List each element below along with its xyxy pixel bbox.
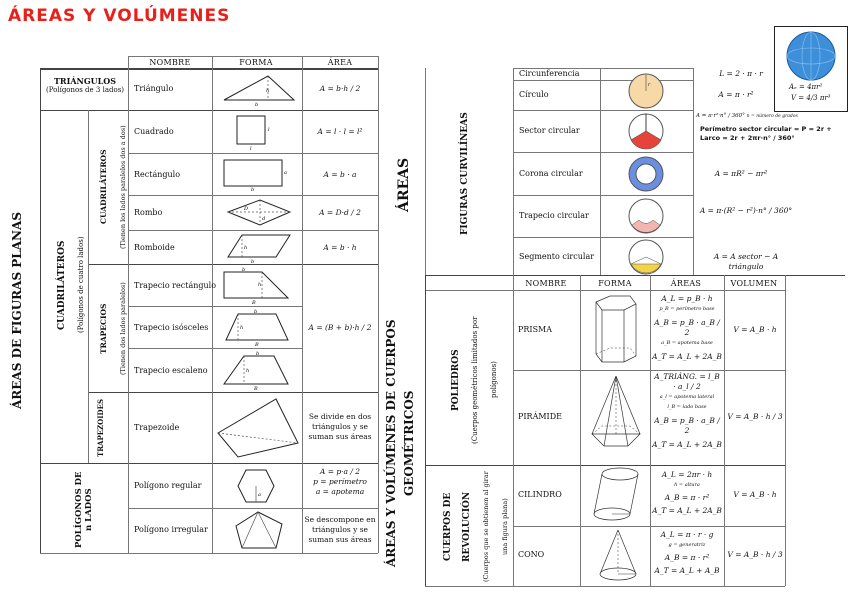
cuadrado-formula: A = l · l = l²: [317, 127, 363, 136]
hexagon-shape: [236, 468, 276, 504]
romboide-name: Romboide: [134, 243, 175, 252]
trapecio-circ-formula: A = π·(R² − r²)·n° / 360°: [699, 206, 793, 215]
svg-text:B: B: [252, 300, 256, 306]
rectangulo-formula: A = b · a: [323, 170, 357, 179]
triangulo-name: Triángulo: [134, 84, 174, 93]
irregular-polygon-shape: [232, 510, 288, 552]
sphere-area: Aₑ = 4πr²: [789, 83, 823, 91]
segmento-name: Segmento circular: [519, 252, 595, 261]
svg-text:l: l: [268, 127, 270, 133]
piramide-volume: V = A_B · h / 3: [727, 412, 783, 421]
svg-text:h: h: [246, 368, 250, 374]
annulus-shape: [627, 155, 667, 195]
sphere-icon: [785, 30, 837, 82]
sphere-volume: V = 4/3 πr³: [791, 94, 831, 102]
isosceles-trapezoid-shape: [222, 310, 294, 346]
left-header-shape: FORMA: [239, 58, 273, 67]
svg-text:l: l: [250, 146, 252, 152]
trap-rect-name: Trapecio rectángulo: [134, 281, 217, 290]
rombo-formula: A = D·d / 2: [319, 208, 361, 217]
circulo-formula: A = π · r²: [718, 90, 754, 99]
segmento-formula: A = A sector − A triángulo: [713, 252, 779, 271]
cono-areas: A_L = π · r · g g = generatriz A_B = π · r² A_T = A_L + A_B: [654, 530, 720, 575]
romboide-formula: A = b · h: [323, 243, 357, 252]
cuadrado-name: Cuadrado: [134, 127, 174, 136]
vol-header-areas: ÁREAS: [670, 279, 702, 288]
sphere-box: [774, 26, 848, 112]
vol-header-name: NOMBRE: [525, 279, 567, 288]
svg-text:h: h: [244, 245, 248, 251]
cylinder-shape: [594, 466, 644, 524]
triangle-shape: [222, 74, 296, 106]
prisma-areas: A_L = p_B · h p_B = perímetro base A_B = p_B · a_B / 2 a_B = apotema base A_T = A_L + 2A_B: [652, 294, 722, 361]
pol-irregular-formula: Se descompone en triángulos y se suman sus áreas: [304, 515, 376, 544]
areas-title: ÁREAS: [396, 157, 412, 213]
circunferencia-name: Circunferencia: [519, 69, 580, 78]
svg-text:h: h: [240, 325, 244, 331]
revolucion-label: CUERPOS DE REVOLUCIÓN (Cuerpos que se obtienen al girar una figura plana): [443, 471, 509, 583]
square-shape: [235, 115, 275, 151]
trapezoide-formula: Se divide en dos triángulos y se suman sus áreas: [308, 412, 372, 441]
cilindro-name: CILINDRO: [518, 490, 562, 499]
left-main-title: ÁREAS DE FIGURAS PLANAS: [10, 211, 24, 409]
circle-shape: [627, 72, 667, 110]
circulo-name: Círculo: [519, 90, 549, 99]
sector-formula: A = π·r²·n° / 360° n = número de grados: [696, 113, 798, 119]
rectangulo-name: Rectángulo: [134, 170, 181, 179]
svg-text:d: d: [262, 216, 266, 222]
scalene-trapezoid-shape: [222, 351, 294, 392]
triangulo-formula: A = b·h / 2: [319, 84, 361, 93]
prisma-name: PRISMA: [518, 325, 553, 334]
prisma-volume: V = A_B · h: [733, 325, 777, 334]
svg-text:b: b: [254, 309, 258, 315]
trap-iso-name: Trapecio isósceles: [134, 323, 209, 332]
trapecios-formula: A = (B + b)·h / 2: [308, 323, 372, 332]
cono-name: CONO: [518, 550, 545, 559]
circunferencia-formula: L = 2 · π · r: [719, 69, 763, 78]
page-title: ÁREAS Y VOLÚMENES: [8, 6, 231, 26]
cuadrilateros-group-label: CUADRILÁTEROS (Tienen los lados paralelos dos a dos): [99, 125, 127, 249]
parallelogram-shape: [226, 233, 292, 263]
triangulos-label: TRIÁNGULOS (Polígonos de 3 lados): [45, 76, 125, 94]
svg-text:a: a: [258, 492, 261, 498]
trap-esc-name: Trapecio escaleno: [134, 366, 208, 375]
svg-text:D: D: [244, 206, 249, 212]
rhombus-shape: [226, 198, 292, 228]
cone-shape: [596, 528, 640, 584]
trapezoide-name: Trapezoide: [134, 423, 180, 432]
sector-handwritten-note: Perímetro sector circular = P = 2r + Larco = 2r + 2πr·n° / 360°: [700, 125, 832, 142]
vol-header-volume: VOLUMEN: [730, 279, 778, 288]
poligonos-label: POLÍGONOS DE n LADOS: [74, 471, 94, 549]
rombo-name: Rombo: [134, 208, 163, 217]
left-header-name: NOMBRE: [149, 58, 191, 67]
pol-irregular-name: Polígono irregular: [134, 525, 208, 534]
sector-name: Sector circular: [519, 126, 580, 135]
right-trapezoid-shape: [222, 268, 294, 304]
left-header-area: ÁREA: [327, 58, 353, 67]
svg-text:h: h: [258, 282, 262, 288]
trapezoid-shape: [214, 395, 300, 461]
svg-text:b: b: [242, 267, 246, 273]
cuadrilateros-label: CUADRILÁTEROS (Polígonos de cuatro lados): [57, 236, 85, 334]
vol-header-shape: FORMA: [598, 279, 632, 288]
cilindro-areas: A_L = 2πr · h h = altura A_B = π · r² A_T = A_L + 2A_B: [652, 470, 722, 515]
trapecios-label: TRAPECIOS (Tienen dos lados paralelos): [99, 282, 127, 376]
pyramid-shape: [588, 374, 644, 462]
svg-text:b: b: [251, 187, 255, 193]
svg-text:B: B: [254, 386, 258, 392]
curvilineas-title: FIGURAS CURVILÍNEAS: [460, 112, 470, 236]
trapecio-circ-name: Trapecio circular: [519, 211, 589, 220]
svg-text:h: h: [266, 88, 270, 94]
prism-shape: [590, 294, 640, 366]
circular-trapezoid-shape: [627, 197, 667, 237]
pol-regular-formula: A = p·a / 2 p = perímetro a = apotema: [313, 467, 367, 496]
corona-formula: A = πR² − πr²: [714, 169, 768, 178]
circular-segment-shape: [627, 238, 667, 276]
svg-text:r: r: [648, 83, 651, 88]
sector-shape: [627, 112, 667, 152]
piramide-name: PIRÁMIDE: [518, 412, 562, 421]
cilindro-volume: V = A_B · h: [733, 490, 777, 499]
piramide-areas: A_TRIÁNG. = l_B · a_l / 2 a_l = apotema lateral l_B = lado base A_B = p_B · a_B / 2 A_T = A_L + 2A_B: [652, 372, 722, 449]
cono-volume: V = A_B · h / 3: [727, 550, 783, 559]
trapezoides-label: TRAPEZOIDES: [96, 399, 105, 457]
poliedros-label: POLIEDROS (Cuerpos geométricos limitados por polígonos): [451, 316, 498, 444]
volumes-title: ÁREAS Y VOLÚMENES DE CUERPOS GEOMÉTRICOS: [384, 319, 416, 567]
pol-regular-name: Polígono regular: [134, 481, 202, 490]
svg-text:b: b: [255, 102, 259, 108]
rectangle-shape: [222, 158, 292, 192]
svg-text:B: B: [255, 342, 259, 348]
svg-text:a: a: [284, 170, 287, 176]
svg-text:b: b: [256, 351, 260, 357]
corona-name: Corona circular: [519, 169, 583, 178]
svg-text:b: b: [251, 259, 255, 265]
